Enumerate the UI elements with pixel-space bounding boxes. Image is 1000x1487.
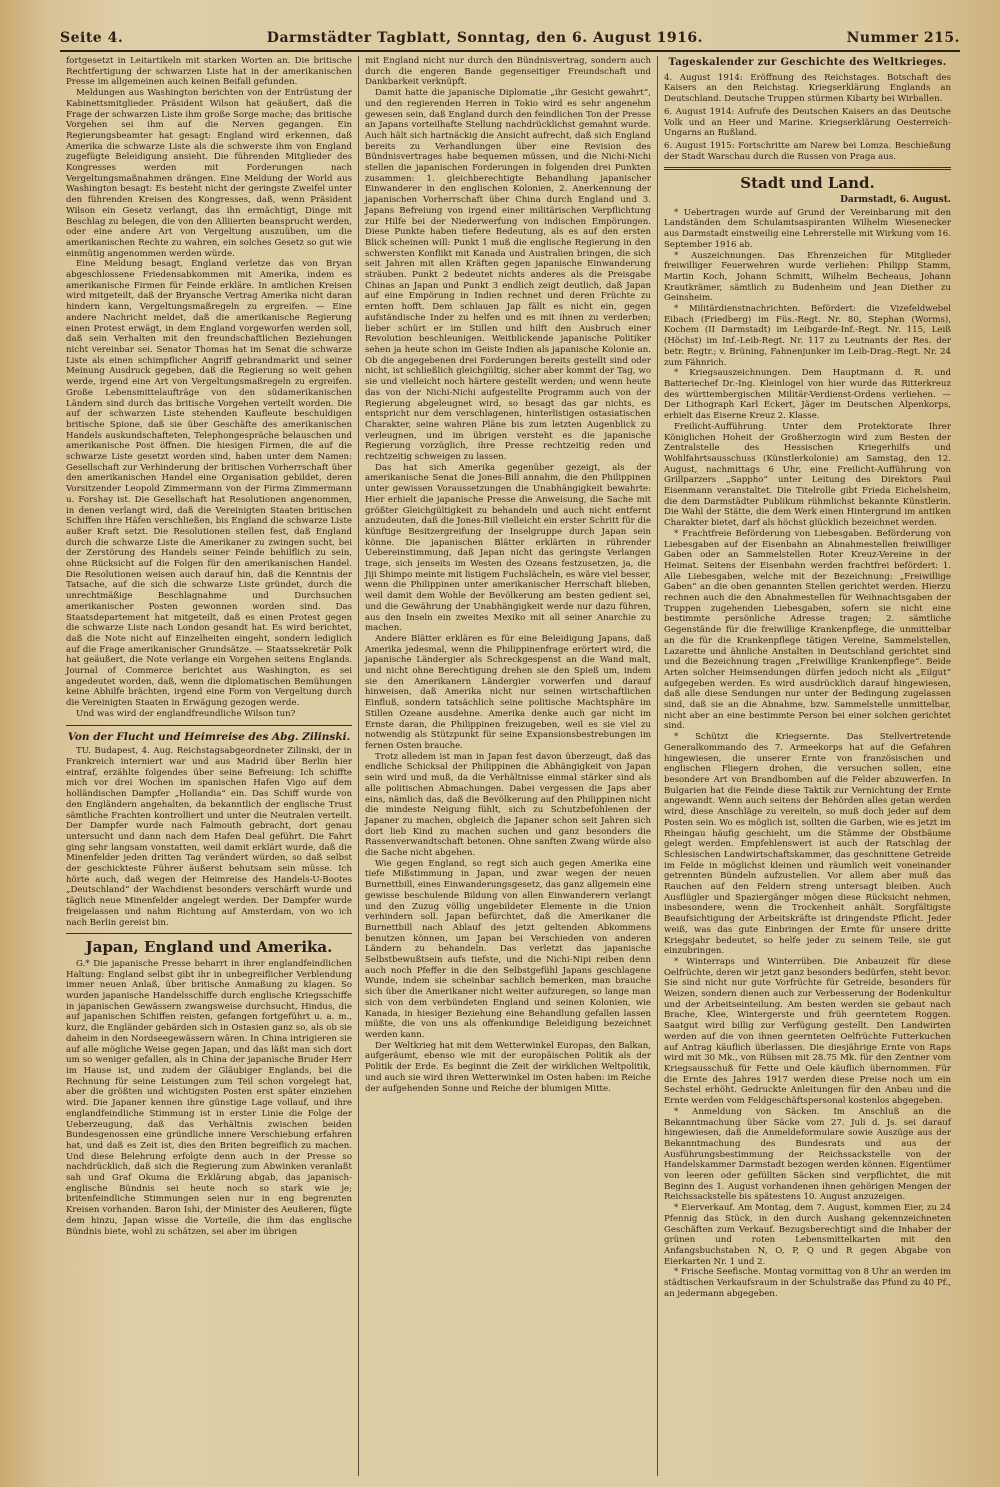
column-3 <box>658 56 957 1476</box>
column-2 <box>359 56 658 1476</box>
divider <box>66 933 352 934</box>
article-paragraph: Und was wird der englandfreundliche Wilson tun? <box>76 708 296 719</box>
article-paragraph: Andere Blätter erklären es für eine Beleidigung Japans, daß Amerika jedesmal, wenn die Philippinenfrage erörtert wird, die japanische Ländergier als Schreckgespenst an die Wand malt, und nicht ohne Berechtigung drehen sie den Spieß um, indem sie den Amerikanern Ländergier vorwerfen und darauf hinweisen, daß Amerika nicht nur seinen wirtschaftlichen Einfluß, sondern tatsächlich seine politische Machtsphäre im Stillen Ozeane ausdehne. Amerika denke auch gar nicht im Ernste daran, die Philippinen freizugeben, weil es sie viel zu notwendig als Stützpunkt für seine Expansionsbestrebungen im fernen Osten brauche. <box>365 633 651 751</box>
dateline: Darmstadt, 6. August. <box>840 195 951 206</box>
calendar-entry: 6. August 1914: Aufrufe des Deutschen Kaisers an das Deutsche Volk und an Heer und Marine. Kriegserklärung Oesterreich-Ungarns an Rußland. <box>664 106 951 139</box>
article-paragraph: Meldungen aus Washington berichten von der Entrüstung der Kabinettsmitglieder. Präsident Wilson hat geäußert, daß die Frage der schwarzen Liste ihm große Sorge mache; das britische Vorgehen sei ihm auf die Nerven gegangen. Ein Regierungsbeamter hat gesagt: England wird erkennen, daß Amerika die schwarze Liste als die schwerste ihm von England zugefügte Beleidigung ansieht. Die führenden Mitglieder des Kongresses werden mit Forderungen nach Vergeltungsmaßnahmen drängen. Eine Meldung der World aus Washington besagt: Es besteht nicht der geringste Zweifel unter den führenden Kreisen des Kongresses, daß, wenn Präsident Wilson ein Gesetz verlangt, das ihn ermächtigt, Dinge mit Beschlag zu belegen, die von den Alliierten beansprucht werden, oder eine andere Art von Vergeltung auszuüben, um die amerikanischen Rechte zu wahren, ein solches Gesetz so gut wie einmütig angenommen werden würde. <box>66 88 352 259</box>
columns <box>60 56 960 1476</box>
headline-stadt-und-land: Stadt und Land. <box>740 174 875 193</box>
issue-number: Nummer 215. <box>846 30 960 46</box>
column-1 <box>60 56 359 1476</box>
news-item: * Anmeldung von Säcken. Im Anschluß an die Bekanntmachung über Säcke vom 27. Juli d. Js. sei darauf hingewiesen, daß die Anmeldeformulare sowie Auszüge aus der Bekanntmachung des Bundesrats und aus der Ausführungsbestimmung der Reichssackstelle von der Handelskammer Darmstadt bezogen werden können. Eigentümer von leeren oder gefüllten Säcken sind verpflichtet, die mit Beginn des 1. August vorhandenen ihnen gehörigen Mengen der Reichssackstelle bis spätestens 10. August anzuzeigen. <box>664 1106 951 1203</box>
calendar-title: Tageskalender zur Geschichte des Weltkrieges. <box>668 57 947 68</box>
news-item: * Auszeichnungen. Das Ehrenzeichen für Mitglieder freiwilliger Feuerwehren wurde verliehen: Philipp Stamm, Martin Koch, Johann Schmitt, Wilhelm Becheaus, Johann Krautkrämer, sämtlich zu Budenheim und Jean Diether zu Geinsheim. <box>664 250 951 304</box>
news-item: * Schützt die Kriegsernte. Das Stellvertretende Generalkommando des 7. Armeekorps hat auf die Gefahren hingewiesen, die unserer Ernte von französischen und englischen Fliegern drohen, die versuchen sollen, eine besondere Art von Brandbomben auf die Felder abzuwerfen. In Bulgarien hat die Feinde diese Taktik zur Vernichtung der Ernte angewandt. Wenn auch seitens der Behörden alles getan werden wird, diese Anschläge zu vereiteln, so muß doch jeder auf dem Posten sein. Wo es möglich ist, sollten die Garben, wie es jetzt im Rheingau häufig geschieht, um die Stämme der Obstbäume gelegt werden. Empfehlenswert ist auch der Ratschlag der Schlesischen Landwirtschaftskammer, das geschnittene Getreide im Felde in möglichst kleinen und räumlich weit voneinander getrennten Bündeln aufzustellen. Vor allem aber muß das Rauchen auf den Feldern streng untersagt bleiben. Auch Ausflügler und Spaziergänger mögen diese Rücksicht nehmen, insbesondere, wenn die Trockenheit anhält. Sorgfältigste Beaufsichtigung der Arbeitskräfte ist dringendste Pflicht. Jeder weiß, was das gute Einbringen der Ernte für unsere dritte Kriegsjahr bedeutet, so helfe jeder zu seinem Teile, sie gut einzubringen. <box>664 732 951 957</box>
paper-title: Darmstädter Tagblatt, Sonntag, den 6. August 1916. <box>266 30 704 46</box>
headline-japan: Japan, England und Amerika. <box>85 938 333 957</box>
news-item: * Winterraps und Winterrüben. Die Anbauzeit für diese Oelfrüchte, deren wir jetzt ganz besonders bedürfen, steht bevor. Sie sind nicht nur gute Vorfrüchte für Getreide, besonders für Weizen, sondern dienen auch zur Verbesserung der Bodenkultur und der Arbeitseinteilung. Am besten werden sie gebaut nach Brache, Klee, Wintergerste und früh geerntetem Roggen. Saatgut wird billig zur Verfügung gestellt. Den Landwirten werden auf die von ihnen geernteten Oelfrüchte Futterkuchen auf Antrag käuflich überlassen. Die diesjährige Ernte von Raps wird mit 30 Mk., von Rübsen mit 28.75 Mk. für den Zentner vom Kriegsausschuß für Fette und Oele käuflich übernommen. Für die Ernte des Jahres 1917 werden diese Preise noch um ein Sechstel erhöht. Gedruckte Anleitungen für den Anbau und die Ernte werden vom Feldgeschäftspersonal kostenlos abgegeben. <box>664 956 951 1107</box>
headline-zilinski: Von der Flucht und Heimreise des Abg. Zilinski. <box>67 730 351 743</box>
article-paragraph: Das hat sich Amerika gegenüber gezeigt, als der amerikanische Senat die Jones-Bill annahm, die den Philippinen unter gewissen Voraussetzungen die Unabhängigkeit bewahrte: Hier erhielt die japanische Presse die Anweisung, die Sache mit größter Gleichgültigkeit zu behandeln und auch nicht entfernt anzudeuten, daß die Jones-Bill vielleicht ein erster Schritt für die künftige Besitzergreifung der Inselgruppe durch Japan sein könne. Die japanischen Blätter erklärten in rührender Uebereinstimmung, daß Japan nicht das geringste Verlangen trage, sich jenseits im Westen des Ozeans festzusetzen, ja, die Jiji Shimpo meinte mit listigem Fuchslächeln, es wäre viel besser, wenn die Philippinen unter amerikanischer Herrschaft blieben, weil damit dem Wohle der Bevölkerung am besten gedient sei, und die Gewährung der Unabhängigkeit werde nur dazu führen, aus den Inseln ein zweites Mexiko mit all seiner Anarchie zu machen. <box>365 462 652 634</box>
news-item: * Militärdienstnachrichten. Befördert: die Vizefeldwebel Eibach (Friedberg) im Füs.-Regt. Nr. 80, Stephan (Worms), Kochem (II Darmstadt) im Leibgarde-Inf.-Regt. Nr. 115, Leiß (Höchst) im Inf.-Leib-Regt. Nr. 117 zu Leutnants der Res. der betr. Regtr.; v. Brüning, Fahnenjunker im Leib-Drag.-Regt. Nr. 24 zum Fähnrich. <box>664 304 951 368</box>
article-paragraph: Der Weltkrieg hat mit dem Wetterwinkel Europas, den Balkan, aufgeräumt, ebenso wie mit der europäischen Politik als der Politik der Erde. Es beginnt die Zeit der wirklichen Weltpolitik, und auch sie wird ihren Wetterwinkel im Osten haben: im Reiche der aufgehenden Sonne und Reiche der blumigen Mitte. <box>365 1040 651 1094</box>
masthead <box>60 30 960 52</box>
article-paragraph: mit England nicht nur durch den Bündnisvertrag, sondern auch durch die engeren Bande gegenseitiger Freundschaft und Dankbarkeit verknüpft. <box>365 56 651 88</box>
calendar-entry: 4. August 1914: Eröffnung des Reichstages. Botschaft des Kaisers an den Reichstag. Kriegserklärung Englands an Deutschland. Deutsche Truppen stürmen Kibarty bei Wirballen. <box>664 72 951 105</box>
article-paragraph: Trotz alledem ist man in Japan fest davon überzeugt, daß das endliche Schicksal der Philippinen die Abhängigkeit von Japan sein wird und muß, da die Verhältnisse einmal stärker sind als alle politischen Abmachungen. Dabei vergessen die Japs aber eins, nämlich das, daß die Bevölkerung auf den Philippinen nicht die mindeste Neigung fühlt, sich zu Schutzbefohlenen der Japaner zu machen, obgleich die Japaner schon seit Jahren sich dort lieb Kind zu machen suchen und ganz besonders die Rassenverwandtschaft betonen. Ohne sanften Zwang würde also die Sache nicht abgehen. <box>365 751 651 859</box>
article-paragraph: fortgesetzt in Leitartikeln mit starken Worten an. Die britische Rechtfertigung der schwarzen Liste hat in der amerikanischen Presse im allgemeinen auch keinen Beifall gefunden. <box>66 56 352 88</box>
news-item: * Kriegsauszeichnungen. Dem Hauptmann d. R. und Batteriechef Dr.-Ing. Kleinlogel von hier wurde das Ritterkreuz des württembergischen Militär-Verdienst-Ordens verliehen. — Der Lithograph Karl Eckert, Jäger im Deutschen Alpenkorps, erhielt das Eiserne Kreuz 2. Klasse. <box>664 368 951 422</box>
news-item: * Uebertragen wurde auf Grund der Vereinbarung mit den Landständen dem Schulamtsaspiranten Wilhelm Wiesenecker aus Darmstadt einstweilig eine Lehrerstelle mit Wirkung vom 16. September 1916 ab. <box>664 207 951 250</box>
divider <box>664 167 951 170</box>
article-paragraph: TU. Budapest, 4. Aug. Reichstagsabgeordneter Zilinski, der in Frankreich interniert war und aus Madrid über Berlin hier eintraf, erzählte folgendes über seine Befreiung: Ich schiffte mich vor drei Wochen im spanischen Hafen Vigo auf dem holländischen Dampfer „Hollandia“ ein. Das Schiff wurde von den Engländern angehalten, da bekanntlich der englische Trust sämtliche Frachten kontrolliert und unter die Neutralen verteilt. Der Dampfer wurde nach Falmouth gebracht, dort genau untersucht und dann nach dem Hafen Deal geführt. Die Fahrt ging sehr langsam vonstatten, weil damit erklärt wurde, daß die Minenfelder jeden dritten Tag verändert würden, so daß selbst der geschickteste Führer äußerst behutsam sein müsse. Ich hörte auch, daß wegen der Heimreise des Handels-U-Bootes „Deutschland“ der Wachdienst besonders verschärft wurde und täglich neue Minenfelder angelegt werden. Der Dampfer wurde freigelassen und nahm Richtung auf Amsterdam, von wo ich nach Berlin gereist bin. <box>66 746 352 928</box>
article-paragraph: Damit hatte die japanische Diplomatie „ihr Gesicht gewahrt“, und den regierenden Herren in Tokio wird es sehr angenehm gewesen sein, daß England durch den feindlichen Ton der Presse an Japans vorteilhafte Stellung nachdrücklichst gemahnt wurde. Auch hält sich hartnäckig die Ansicht aufrecht, daß sich England bereits zu Verhandlungen über eine Revision des Bündnisvertrages habe bequemen müssen, und die Nichi-Nichi stellen die japanischen Forderungen in folgenden drei Punkten zusammen: 1. gleichberechtigte Behandlung japanischer Einwanderer in den englischen Kolonien, 2. Anerkennung der japanischen Vorherrschaft über China durch England und 3. Japans Befreiung von irgend einer militärischen Verpflichtung zur Hilfe bei der Niederwerfung von indischen Empörungen. Diese Punkte haben tiefere Bedeutung, als es auf den ersten Blick scheinen will: Punkt 1 muß die englische Regierung in den schwersten Konflikt mit Kanada und Australien bringen, die sich seit Jahren mit allen Kräften gegen japanische Einwanderung sträuben. Punkt 2 bedeutet nichts anderes als die Preisgabe Chinas an Japan und Punkt 3 endlich zeigt deutlich, daß Japan auf eine Empörung in Indien rechnet und deren Früchte zu ernten hofft. Dem schlauen Jap fällt es nicht ein, gegen aufständische Inder zu helfen und es mit ihnen zu verderben; lieber schürt er im Stillen und hilft den Ausbruch einer Revolution beschleunigen. Weitblickende japanische Politiker sehen ja heute schon im Geiste Indien als japanische Kolonie an. Ob die angegebenen drei Forderungen bereits gestellt sind oder nicht, ist schließlich gleichgültig, sicher aber kommt der Tag, wo sie und vielleicht noch härtere gestellt werden; und wenn heute das von der Nichi-Nichi aufgestellte Programm auch von der Regierung abgeleugnet wird, so besagt das gar nichts, es entspricht nur dem verschlagenen, hinterlistigen ostasiatischen Charakter, seine wahren Pläne bis zum letzten Augenblick zu verleugnen, und im übrigen versteht es die japanische Regierung vorzüglich, ihre Presse rechtzeitig reden und rechtzeitig schweigen zu lassen. <box>365 88 651 463</box>
article-paragraph: Wie gegen England, so regt sich auch gegen Amerika eine tiefe Mißstimmung in Japan, und zwar wegen der neuen Burnettbill, eines Einwanderungsgesetz, das ganz allgemein eine gewisse beschulende Bildung von allen Einwanderern verlangt und den Zuzug völlig ungebildeter Elemente in die Union verhindern soll. Japan befürchtet, daß die Amerikaner die Burnettbill nach Ablauf des jetzt geltenden Abkommens benutzen können, um Japan bei Verschieden von anderen Ländern zu behandeln. Das verletzt das japanische Selbstbewußtsein aufs tiefste, und die Nichi-Nipi reiben denn auch noch Pfeffer in die den Selbstgefühl Japans geschlagene Wunde, indem sie scheinbar sachlich bemerken, man brauche sich über die Amerikaner nicht weiter aufzuregen, so lange man sich von dem verbündeten England und seinen Kolonien, wie Kanada, in hiesiger Beziehung eine Behandlung gefallen lassen müßte, die von uns als offenkundige Beleidigung bezeichnet werden kann. <box>365 858 651 1040</box>
news-item: * Eierverkauf. Am Montag, dem 7. August, kommen Eier, zu 24 Pfennig das Stück, in den durch Aushang gekennzeichneten Geschäften zum Verkauf. Bezugsberechtigt sind die Inhaber der grünen und roten Lebensmittelkarten mit den Anfangsbuchstaben N, O, P, Q und R gegen Abgabe von Eierkarten Nr. 1 und 2. <box>664 1203 951 1267</box>
news-item: * Frachtfreie Beförderung von Liebesgaben. Beförderung von Liebesgaben auf der Eisenbahn an Abnahmestellen freiwilliger Gaben oder an Sammelstellen Roter Kreuz-Vereine in der Heimat. Seitens der Eisenbahn werden frachtfrei befördert: 1. Alle Liebesgaben, welche mit der Bezeichnung: „Freiwillige Gaben“ an die oben genannten Stellen gerichtet werden. Hierzu rechnen auch die den Abnahmestellen für Weihnachtsgaben der Truppen zugehenden Liebesgaben, sofern sie nicht eine bestimmte persönliche Adresse tragen; 2. sämtliche Gegenstände für die freiwillige Krankenpflege, die unmittelbar an die für die Krankenpflege tätigen Vereine, Sammelstellen, Lazarette und ähnliche Anstalten in Deutschland gerichtet sind und die Bezeichnung tragen „Freiwillige Krankenpflege“. Beide Arten solcher Heimsendungen dürfen jedoch nicht als „Eilgut“ aufgegeben werden. Es wird ausdrücklich darauf hingewiesen, daß alle diese Sendungen nur unter der Bedingung zugelassen sind, daß sie an die Abnahme, bzw. Sammelstelle unmittelbar, nicht aber an eine bestimmte Person bei einer solchen gerichtet sind. <box>664 528 951 732</box>
divider <box>66 725 352 726</box>
calendar-entry: 6. August 1915: Fortschritte am Narew bei Lomza. Beschießung der Stadt Warschau durch die Russen von Praga aus. <box>664 140 951 162</box>
page-label: Seite 4. <box>60 30 124 46</box>
article-paragraph: G.* Die japanische Presse beharrt in ihrer englandfeindlichen Haltung: England selbst gibt ihr in unbegreiflicher Verblendung immer neuen Anlaß, über britische Anmaßung zu klagen. So wurden japanische Handelsschiffe durch englische Kriegsschiffe in japanischen Gewässern zwangsweise durchsucht, Hindus, die auf japanischen Schiffen reisten, gefangen fortgeführt u. a. m., kurz, die Engländer gebärden sich in Ostasien ganz so, als ob sie daheim in den Nordseegewässern wären. In China intrigieren sie auf alle mögliche Weise gegen Japan, und das läßt man sich dort um so weniger gefallen, als in China der japanische Bruder Herr im Hause ist, und zudem der Gläubiger Englands, bei die Rechnung für seine Leistungen zum Teil schon vorgelegt hat, aber die größten und wichtigsten Posten erst später einziehen wird. Die Japaner kennen ihre günstige Lage vollauf, und ihre englandfeindliche Stimmung ist in erster Linie die Folge der Ueberzeugung, daß das Verhältnis zwischen beiden Bundesgenossen eine gründliche innere Verschiebung erfahren hat, und daß es Zeit ist, dies den Briten begreiflich zu machen. Und diese Belehrung erfolgte denn auch in der Presse so nachdrücklich, daß sich die Regierung zum Abwinken veranlaßt sah und Graf Okuma die Erklärung abgab, das japanisch-englische Bündnis sei heute noch so stark wie je; britenfeindliche Stimmungen seien nur in eng begrenzten Kreisen vorhanden. Baron Ishi, der Minister des Aeußeren, fügte dem hinzu, Japan wisse die Vorteile, die ihm das englische Bündnis biete, wohl zu schätzen, sei aber im übrigen <box>66 958 352 1237</box>
article-paragraph: Eine Meldung besagt, England verletze das von Bryan abgeschlossene Friedensabkommen mit Amerika, indem es amerikanische Firmen für Feinde erkläre. In amtlichen Kreisen wird mitgeteilt, daß der Bryansche Vertrag Amerika nicht daran hindern kann, Vergeltungsmaßregeln zu ergreifen. — Eine andere Nachricht meldet, daß die amerikanische Regierung einen Protest erwägt, in dem England vorgeworfen werden soll, daß sein Verhalten mit den freundschaftlichen Beziehungen nicht vereinbar sei. Senator Thomas hat im Senat die schwarze Liste als einen schimpflicher Angriff gebrandmarkt und seiner Meinung Ausdruck gegeben, daß die Regierung so weit gehen werde, irgend eine Art von Vergeltungsmaßregeln zu ergreifen. Große Lebensmittelaufträge von den südamerikanischen Ländern sind durch das britische Vorgehen verteilt worden. Die auf der schwarzen Liste stehenden Kaufleute beschuldigen britische Spione, daß sie über Geschäfte des amerikanischen Handels auskundschafteten, Telephongespräche belauschen und amerikanische Post öffnen. Die hiesigen Firmen, die auf die schwarze Liste gesetzt worden sind, haben unter dem Namen: Gesellschaft zur Verhinderung der britischen Vorherrschaft über den amerikanischen Handel eine Organisation gebildet, deren Vorsitzender Leopold Zimmermann von der Firma Zimmermann u. Forshay ist. Die Gesellschaft hat Resolutionen angenommen, in denen verlangt wird, daß die Vereinigten Staaten britischen Schiffen ihre Häfen verschließen, bis England die schwarze Liste außer Kraft setzt. Die Resolutionen stellen fest, daß England durch die schwarze Liste die Amerikaner zu zwingen sucht, bei der Zerstörung des Handels seiner Feinde behilflich zu sein, ohne Rücksicht auf die Folgen für den amerikanischen Handel. Die Resolutionen weisen auch darauf hin, daß die Kenntnis der Tatsache, auf die sich die schwarze Liste gründet, durch die unrechtmäßige Beschlagnahme und Durchsuchen amerikanischer Posten gewonnen worden sind. Das Staatsdepartement hat mitgeteilt, daß es einen Protest gegen die schwarze Liste nach London gesandt hat. Es wird berichtet, daß die Note nicht auf Einzelheiten eingeht, sondern lediglich auf die Frage amerikanischer Grundsätze. — Staatssekretär Polk hat geäußert, die Note verlange ein Vorgehen seitens Englands. Journal of Commerce berichtet aus Washington, es sei angedeutet worden, daß, wenn die diplomatischen Bemühungen keine Abhilfe brächten, irgend eine Form von Vergeltung durch die Vereinigten Staaten in Erwägung gezogen werde. <box>66 259 352 709</box>
news-item: Freilicht-Aufführung. Unter dem Protektorate Ihrer Königlichen Hoheit der Großherzogin wird zum Besten der Zentralstelle des Hessischen Kriegerhilfs und Wohlfahrtsausschuss (Künstlerkolonie) am Samstag, den 12. August, nachmittags 6 Uhr, eine Freilicht-Aufführung von Grillparzers „Sappho“ unter Leitung des Direktors Paul Eisenmann veranstaltet. Die Titelrolle gibt Frieda Eichelsheim, die dem Darmstädter Publikum rühmlichst bekannte Künstlerin. Die Wahl der Stätte, die dem Werk einen Hintergrund im antiken Charakter bietet, darf als höchst glücklich bezeichnet werden. <box>664 421 951 529</box>
news-item: * Frische Seefische. Montag vormittag von 8 Uhr an werden im städtischen Verkaufsraum in der Schulstraße das Pfund zu 40 Pf., an jedermann abgegeben. <box>664 1267 951 1299</box>
war-calendar <box>664 58 951 162</box>
